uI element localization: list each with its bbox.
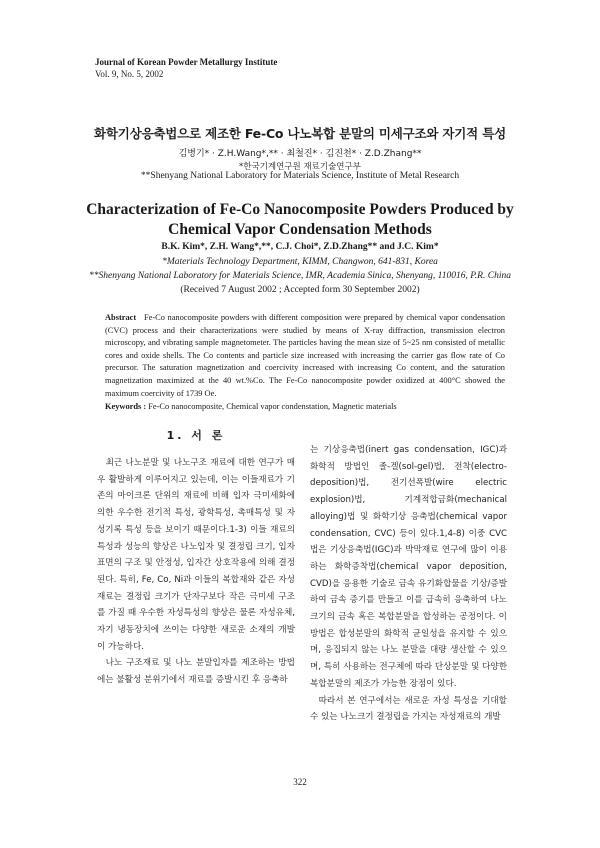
page-number: 322: [293, 777, 307, 787]
keywords: [105, 402, 515, 411]
english-title-line1: Characterization of Fe-Co Nanocomposite Powders Produced by: [86, 201, 514, 218]
section-heading: 1. 서 론: [166, 429, 226, 442]
keywords-label: Keywords :: [105, 402, 147, 411]
intro-paragraph-1: 최근 나노분말 및 나노구조 재료에 대한 연구가 매우 활발하게 이루어지고 있는데, 이는 이들재료가 기존의 마이크론 단위의 재료에 비해 입자 극미세화에 의한 우수한 전기적 특성, 광학특성, 촉매특성 및 자성기록 특성 등을 보이기 때문이다.1-3) 이들 재료의 특성과 성능의 향상은 나노입자 및 결정립 크기, 입자표면의 구조 및 안정성, 입자간 상호작용에 의해 결정된다. 특히, Fe, Co, Ni과 이들의 복합재와 같은 자성 재료는 결정립 크기가 단자구보다 작은 극미세 구조를 가질 때 우수한 자성특성의 향상은 물론 자성유체, 자기 냉동장치에 쓰이는 다양한 새로운 소재의 개발이 가능하다.: [97, 458, 295, 652]
korean-affiliation: *한국기계연구원 재료기술연구부: [239, 162, 361, 172]
english-title: [40, 200, 560, 240]
left-column: [97, 455, 295, 689]
keywords-text: Fe-Co nanocomposite, Chemical vapor condenstation, Magnetic materials: [148, 402, 397, 411]
korean-title: 화학기상응축법으로 제조한 Fe-Co 나노복합 분말의 미세구조와 자기적 특성: [94, 126, 506, 141]
english-affiliation-1: *Materials Technology Department, KIMM, Changwon, 641-831, Korea: [162, 257, 438, 267]
intro-paragraph-3: 는 기상응축법(inert gas condensation, IGC)과 화학적 방법인 졸-겔(sol-gel)법, 전착(electro-deposition)법, 전기선폭발(wire electric explosion)법, 기계적합금화(mechanical alloying)법 및 화학기상 응축법(chemical vapor condensation, CVC) 등이 있다.1,4-8) 이중 CVC법은 기상응축법(IGC)과 박막재료 연구에 많이 이용하는 화학증착법(chemical vapor deposition, CVD)을 응용한 기술로 금속 유기화합물을 기상/증발하여 금속 증기를 만들고 이를 급속히 응축하여 나노크기의 금속 혹은 복합분말을 합성하는 공정이다. 이 방법은 합성분말의 화학적 균일성을 유지할 수 있으며, 응집되지 않는 나노 분말을 대량 생산할 수 있으며, 특히 사용하는 전구체에 따라 단상분말 및 다양한 복합분말의 제조가 가능한 장점이 있다.: [310, 445, 507, 689]
intro-paragraph-2: 나노 구조재료 및 나노 분말입자를 제조하는 방법에는 불활성 분위기에서 재료를 증발시킨 후 응축하: [97, 658, 295, 686]
right-column: [310, 442, 507, 726]
korean-authors: 김병기* · Z.H.Wang*,** · 최철진* · 김진천* · Z.D.Zhang**: [178, 149, 422, 159]
intro-paragraph-4: 따라서 본 연구에서는 새로운 자성 특성을 기대할 수 있는 나노크기 결정립을 가지는 자성재료의 개발: [310, 695, 507, 723]
received-dates: (Received 7 August 2002 ; Accepted form 30 September 2002): [180, 285, 420, 295]
journal-volume: Vol. 9, No. 5, 2002: [95, 69, 164, 79]
english-authors: B.K. Kim*, Z.H. Wang*,**, C.J. Choi*, Z.D.Zhang** and J.C. Kim*: [161, 242, 439, 252]
english-affiliation-2: **Shenyang National Laboratory for Materials Science, IMR, Academia Sinica, Shenyang, 110016, P.R. China: [89, 271, 511, 281]
journal-name: Journal of Korean Powder Metallurgy Institute: [95, 57, 278, 67]
abstract-text: Fe-Co nanocomposite powders with different composition were prepared by chemical vapor condensation (CVC) process and their characterizations were studied by means of X-ray diffraction, transmission electron microscopy, and vibrating sample magnetometer. The particles having the mean size of 5~25 nm consisted of metallic cores and oxide shells. The Co contents and particle size increased with increasing the carrier gas flow rate of Co precursor. The saturation magnetization and coercivity increased with increasing Co content, and the saturation magnetization maximized at the 40 wt.%Co. The Fe-Co nanocomposite powder oxidized at 400°C showed the maximum coercivity of 1739 Oe.: [105, 313, 506, 398]
english-title-line2: Chemical Vapor Condensation Methods: [168, 221, 432, 238]
korean-affiliation-2: **Shenyang National Laboratory for Materials Science, Institute of Metal Research: [140, 171, 460, 181]
abstract: [105, 312, 505, 400]
abstract-label: Abstract: [105, 313, 137, 322]
